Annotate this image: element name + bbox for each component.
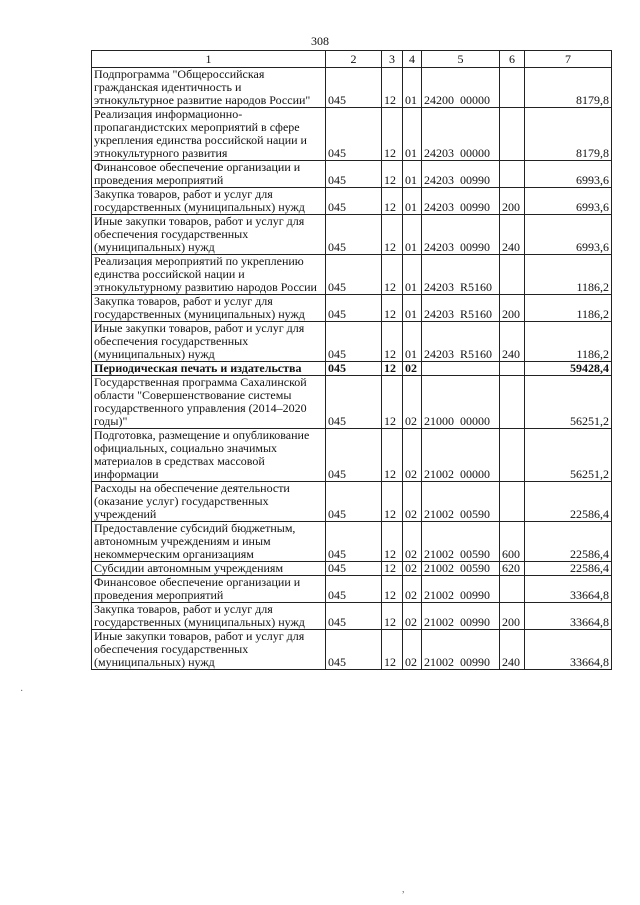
table-row bbox=[92, 161, 612, 188]
cell-sum: 33664,8 bbox=[525, 576, 612, 603]
cell-vr bbox=[500, 362, 525, 376]
cell-sum: 22586,4 bbox=[525, 562, 612, 576]
cell-vr: 240 bbox=[500, 322, 525, 362]
cell-ved: 045 bbox=[326, 603, 382, 630]
cell-sum: 59428,4 bbox=[525, 362, 612, 376]
cell-csr: 21002 00990 bbox=[422, 576, 500, 603]
cell-vr: 200 bbox=[500, 188, 525, 215]
cell-vr bbox=[500, 576, 525, 603]
cell-csr: 21002 00590 bbox=[422, 482, 500, 522]
cell-ved: 045 bbox=[326, 630, 382, 670]
cell-ved: 045 bbox=[326, 522, 382, 562]
table-body bbox=[92, 68, 612, 670]
cell-ved: 045 bbox=[326, 255, 382, 295]
cell-sum: 1186,2 bbox=[525, 322, 612, 362]
cell-pr: 01 bbox=[403, 295, 422, 322]
cell-csr: 21002 00000 bbox=[422, 429, 500, 482]
cell-vr: 600 bbox=[500, 522, 525, 562]
table-row bbox=[92, 322, 612, 362]
cell-rz: 12 bbox=[382, 482, 403, 522]
cell-vr: 200 bbox=[500, 295, 525, 322]
cell-csr: 24203 R5160 bbox=[422, 255, 500, 295]
cell-rz: 12 bbox=[382, 429, 403, 482]
cell-rz: 12 bbox=[382, 576, 403, 603]
cell-name: Закупка товаров, работ и услуг для государственных (муниципальных) нужд bbox=[92, 603, 326, 630]
cell-rz: 12 bbox=[382, 161, 403, 188]
cell-name: Иные закупки товаров, работ и услуг для обеспечения государственных (муниципальных) нужд bbox=[92, 630, 326, 670]
table-row bbox=[92, 255, 612, 295]
cell-csr: 21002 00990 bbox=[422, 630, 500, 670]
cell-sum: 1186,2 bbox=[525, 295, 612, 322]
cell-rz: 12 bbox=[382, 108, 403, 161]
cell-pr: 01 bbox=[403, 108, 422, 161]
cell-csr: 21002 00590 bbox=[422, 562, 500, 576]
cell-pr: 02 bbox=[403, 576, 422, 603]
table-row bbox=[92, 482, 612, 522]
cell-name: Финансовое обеспечение организации и проведения мероприятий bbox=[92, 576, 326, 603]
cell-name: Периодическая печать и издательства bbox=[92, 362, 326, 376]
column-header-csr: 5 bbox=[422, 51, 500, 68]
cell-csr: 21002 00990 bbox=[422, 603, 500, 630]
cell-pr: 01 bbox=[403, 215, 422, 255]
cell-ved: 045 bbox=[326, 562, 382, 576]
cell-sum: 22586,4 bbox=[525, 522, 612, 562]
cell-sum: 6993,6 bbox=[525, 161, 612, 188]
cell-rz: 12 bbox=[382, 295, 403, 322]
table-row bbox=[92, 376, 612, 429]
table-row bbox=[92, 295, 612, 322]
table-row bbox=[92, 108, 612, 161]
cell-name: Государственная программа Сахалинской области "Совершенствование системы государственного управления (2014–2020 годы)" bbox=[92, 376, 326, 429]
cell-ved: 045 bbox=[326, 295, 382, 322]
cell-ved: 045 bbox=[326, 108, 382, 161]
cell-vr: 240 bbox=[500, 215, 525, 255]
margin-mark: , bbox=[402, 884, 405, 895]
cell-name: Расходы на обеспечение деятельности (оказание услуг) государственных учреждений bbox=[92, 482, 326, 522]
cell-pr: 01 bbox=[403, 255, 422, 295]
cell-pr: 01 bbox=[403, 68, 422, 108]
table-row bbox=[92, 630, 612, 670]
cell-csr: 24203 00990 bbox=[422, 215, 500, 255]
cell-vr bbox=[500, 376, 525, 429]
cell-csr: 21002 00590 bbox=[422, 522, 500, 562]
column-header-rz: 3 bbox=[382, 51, 403, 68]
cell-pr: 02 bbox=[403, 630, 422, 670]
cell-vr bbox=[500, 482, 525, 522]
cell-sum: 56251,2 bbox=[525, 376, 612, 429]
cell-rz: 12 bbox=[382, 322, 403, 362]
cell-name: Закупка товаров, работ и услуг для государственных (муниципальных) нужд bbox=[92, 188, 326, 215]
cell-pr: 02 bbox=[403, 603, 422, 630]
column-header-pr: 4 bbox=[403, 51, 422, 68]
table-row bbox=[92, 215, 612, 255]
cell-sum: 1186,2 bbox=[525, 255, 612, 295]
table-row bbox=[92, 68, 612, 108]
cell-vr bbox=[500, 161, 525, 188]
cell-sum: 33664,8 bbox=[525, 603, 612, 630]
cell-name: Реализация информационно-пропагандистских мероприятий в сфере укрепления единства российской нации и этнокультурного развития bbox=[92, 108, 326, 161]
column-header-name: 1 bbox=[92, 51, 326, 68]
cell-csr: 24203 R5160 bbox=[422, 322, 500, 362]
cell-vr: 200 bbox=[500, 603, 525, 630]
cell-ved: 045 bbox=[326, 215, 382, 255]
cell-csr: 24203 R5160 bbox=[422, 295, 500, 322]
cell-name: Предоставление субсидий бюджетным, автономным учреждениям и иным некоммерческим организациям bbox=[92, 522, 326, 562]
cell-pr: 02 bbox=[403, 562, 422, 576]
cell-sum: 8179,8 bbox=[525, 68, 612, 108]
table-row bbox=[92, 576, 612, 603]
cell-vr bbox=[500, 255, 525, 295]
cell-sum: 8179,8 bbox=[525, 108, 612, 161]
cell-pr: 02 bbox=[403, 429, 422, 482]
cell-name: Подготовка, размещение и опубликование официальных, социально значимых материалов в средствах массовой информации bbox=[92, 429, 326, 482]
cell-pr: 02 bbox=[403, 482, 422, 522]
cell-ved: 045 bbox=[326, 482, 382, 522]
cell-sum: 6993,6 bbox=[525, 188, 612, 215]
cell-ved: 045 bbox=[326, 429, 382, 482]
cell-rz: 12 bbox=[382, 255, 403, 295]
cell-csr: 24203 00000 bbox=[422, 108, 500, 161]
column-header-ved: 2 bbox=[326, 51, 382, 68]
cell-pr: 02 bbox=[403, 362, 422, 376]
table-row bbox=[92, 429, 612, 482]
page-number: 308 bbox=[311, 34, 329, 48]
cell-name: Финансовое обеспечение организации и проведения мероприятий bbox=[92, 161, 326, 188]
column-header-sum: 7 bbox=[525, 51, 612, 68]
cell-pr: 02 bbox=[403, 376, 422, 429]
table-row bbox=[92, 562, 612, 576]
column-header-vr: 6 bbox=[500, 51, 525, 68]
cell-ved: 045 bbox=[326, 68, 382, 108]
table-row bbox=[92, 603, 612, 630]
cell-vr: 620 bbox=[500, 562, 525, 576]
cell-name: Подпрограмма "Общероссийская гражданская идентичность и этнокультурное развитие народов России" bbox=[92, 68, 326, 108]
table-row bbox=[92, 188, 612, 215]
cell-name: Иные закупки товаров, работ и услуг для обеспечения государственных (муниципальных) нужд bbox=[92, 215, 326, 255]
cell-vr: 240 bbox=[500, 630, 525, 670]
cell-vr bbox=[500, 108, 525, 161]
table-row bbox=[92, 362, 612, 376]
cell-rz: 12 bbox=[382, 630, 403, 670]
cell-ved: 045 bbox=[326, 576, 382, 603]
margin-mark: · bbox=[20, 686, 24, 697]
cell-csr: 24200 00000 bbox=[422, 68, 500, 108]
cell-csr: 24203 00990 bbox=[422, 188, 500, 215]
cell-pr: 01 bbox=[403, 161, 422, 188]
cell-ved: 045 bbox=[326, 362, 382, 376]
cell-rz: 12 bbox=[382, 362, 403, 376]
cell-sum: 22586,4 bbox=[525, 482, 612, 522]
cell-rz: 12 bbox=[382, 68, 403, 108]
cell-rz: 12 bbox=[382, 188, 403, 215]
cell-name: Субсидии автономным учреждениям bbox=[92, 562, 326, 576]
cell-csr: 21000 00000 bbox=[422, 376, 500, 429]
cell-csr: 24203 00990 bbox=[422, 161, 500, 188]
cell-vr bbox=[500, 429, 525, 482]
cell-ved: 045 bbox=[326, 161, 382, 188]
cell-sum: 33664,8 bbox=[525, 630, 612, 670]
cell-name: Реализация мероприятий по укреплению единства российской нации и этнокультурному развитию народов России bbox=[92, 255, 326, 295]
budget-table bbox=[91, 50, 612, 670]
cell-pr: 01 bbox=[403, 188, 422, 215]
cell-rz: 12 bbox=[382, 603, 403, 630]
cell-name: Иные закупки товаров, работ и услуг для обеспечения государственных (муниципальных) нужд bbox=[92, 322, 326, 362]
cell-sum: 56251,2 bbox=[525, 429, 612, 482]
cell-rz: 12 bbox=[382, 562, 403, 576]
cell-pr: 02 bbox=[403, 522, 422, 562]
cell-ved: 045 bbox=[326, 376, 382, 429]
cell-vr bbox=[500, 68, 525, 108]
table-header-row bbox=[92, 51, 612, 68]
cell-rz: 12 bbox=[382, 215, 403, 255]
cell-pr: 01 bbox=[403, 322, 422, 362]
cell-rz: 12 bbox=[382, 376, 403, 429]
table-row bbox=[92, 522, 612, 562]
cell-csr bbox=[422, 362, 500, 376]
cell-ved: 045 bbox=[326, 188, 382, 215]
cell-name: Закупка товаров, работ и услуг для государственных (муниципальных) нужд bbox=[92, 295, 326, 322]
cell-ved: 045 bbox=[326, 322, 382, 362]
cell-sum: 6993,6 bbox=[525, 215, 612, 255]
cell-rz: 12 bbox=[382, 522, 403, 562]
